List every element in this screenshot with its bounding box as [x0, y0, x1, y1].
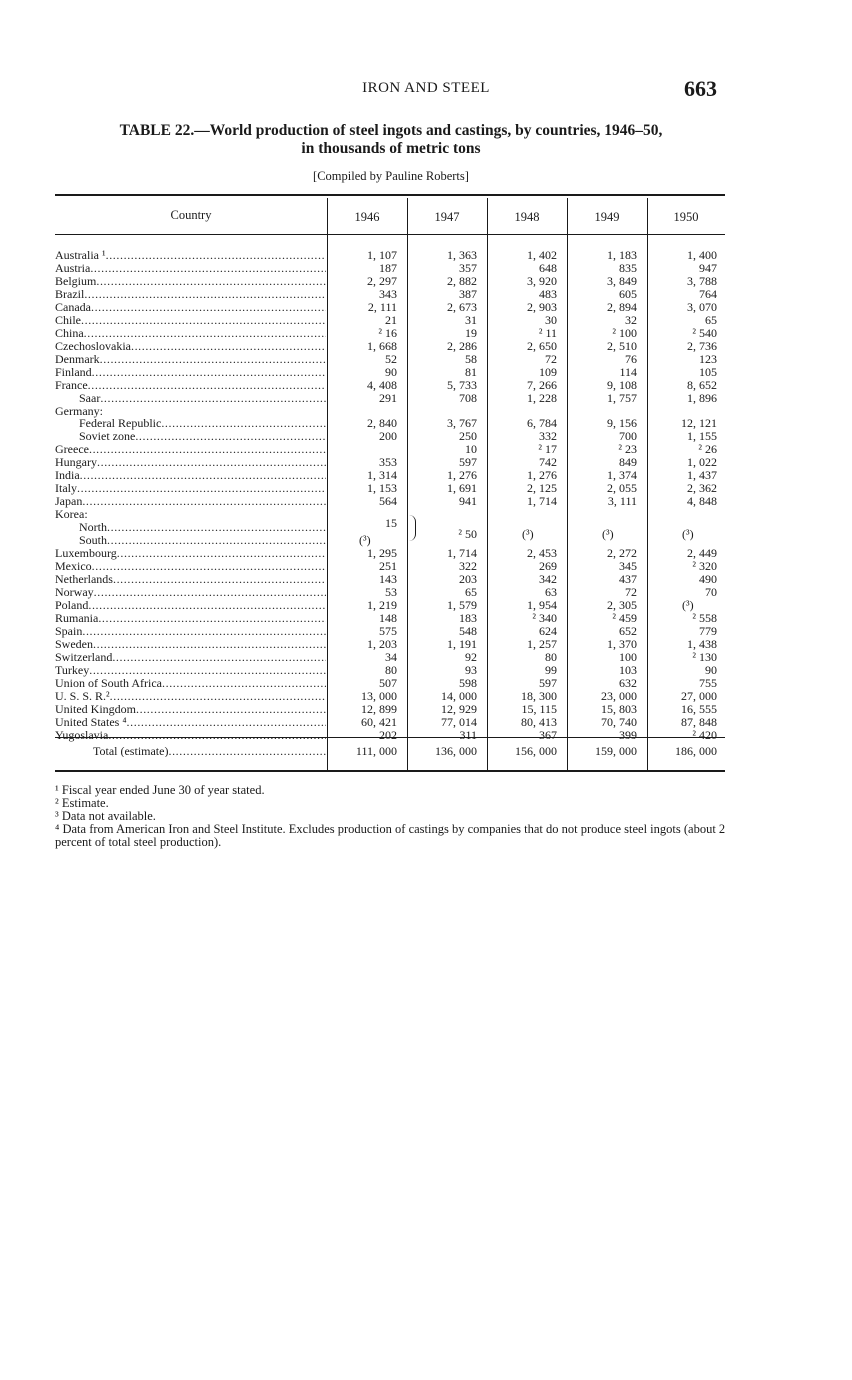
country-name: Italy .....: [55, 482, 326, 495]
value-cell: 5, 733: [447, 377, 477, 392]
value-cell: 597: [539, 675, 557, 690]
value-cell: 575: [379, 623, 397, 638]
value-cell: ² 16: [378, 325, 397, 340]
value-cell: 2, 840: [367, 416, 397, 431]
value-cell: 81: [465, 364, 477, 379]
page-header: [0, 78, 852, 104]
value-cell: 183: [459, 610, 477, 625]
country-name: Hungary .....: [55, 456, 326, 469]
value-cell: 30: [545, 312, 557, 327]
value-cell: 624: [539, 623, 557, 638]
value-cell: 742: [539, 455, 557, 470]
compiled-by: [Compiled by Pauline Roberts]: [313, 169, 469, 183]
col-header-1946: 1946: [354, 210, 380, 224]
value-cell: 80: [385, 662, 397, 677]
value-cell: 251: [379, 559, 397, 574]
country-name: Rumania .....: [55, 612, 326, 625]
value-cell: 947: [699, 260, 717, 275]
value-cell: 9, 108: [607, 377, 637, 392]
value-cell: 1, 579: [447, 597, 477, 612]
value-cell: 1, 954: [527, 597, 557, 612]
value-cell: ² 26: [698, 442, 717, 457]
value-cell: 2, 453: [527, 546, 557, 561]
value-cell: 1, 374: [607, 468, 637, 483]
value-cell: 291: [379, 390, 397, 405]
value-cell: (³): [359, 533, 371, 548]
page-number: 663: [684, 76, 717, 101]
value-cell: 15, 803: [601, 701, 637, 716]
value-cell: 103: [619, 662, 637, 677]
value-cell: 399: [619, 727, 637, 742]
value-cell: 143: [379, 572, 397, 586]
value-cell: 332: [539, 429, 557, 444]
country-name: Czechoslovakia .....: [55, 340, 326, 353]
table-row: [55, 340, 725, 353]
value-cell: 2, 055: [607, 481, 637, 496]
table-row: [55, 612, 725, 625]
value-cell: 99: [545, 662, 557, 677]
value-cell: 1, 276: [447, 468, 477, 483]
value-cell: 100: [619, 649, 637, 664]
value-cell: ² 130: [692, 649, 717, 664]
value-cell: 109: [539, 364, 557, 379]
value-cell: 2, 449: [687, 546, 717, 561]
total-1950: 186, 000: [675, 744, 717, 758]
value-cell: 27, 000: [681, 688, 717, 703]
table-row: [55, 366, 725, 379]
value-cell: 23, 000: [601, 688, 637, 703]
value-cell: 90: [705, 662, 717, 677]
value-cell: 10: [465, 442, 477, 457]
value-cell: 708: [459, 390, 477, 405]
value-cell: 1, 107: [367, 248, 397, 262]
value-cell: 12, 899: [361, 701, 397, 716]
value-cell: 1, 402: [527, 248, 557, 262]
country-name: U. S. S. R.² .....: [55, 690, 326, 703]
value-cell: 15: [385, 516, 397, 531]
value-cell: 3, 849: [607, 273, 637, 288]
value-cell: (³): [682, 597, 694, 612]
country-name: Finland .....: [55, 366, 326, 379]
country-name: Switzerland .....: [55, 651, 326, 664]
col-header-1950: 1950: [673, 210, 699, 224]
value-cell: 597: [459, 455, 477, 470]
footnote-3: ³ Data not available.: [55, 809, 156, 823]
value-cell: 1, 438: [687, 636, 717, 651]
value-cell: 2, 882: [447, 273, 477, 288]
value-cell: 14, 000: [441, 688, 477, 703]
country-name: Luxembourg .....: [55, 547, 326, 560]
value-cell: 70: [705, 584, 717, 599]
value-cell: 3, 070: [687, 299, 717, 314]
value-cell: 3, 111: [607, 494, 637, 509]
value-cell: 32: [625, 312, 637, 327]
value-cell: 9, 156: [607, 416, 637, 431]
value-cell: 483: [539, 286, 557, 301]
value-cell: 93: [465, 662, 477, 677]
country-name: Poland .....: [55, 599, 326, 612]
value-cell: 2, 650: [527, 338, 557, 353]
country-name: France .....: [55, 379, 326, 392]
value-cell: ² 100: [612, 325, 637, 340]
value-cell: 1, 757: [607, 390, 637, 405]
table-row: [55, 301, 725, 314]
value-cell: 72: [625, 584, 637, 599]
value-cell: 1, 219: [367, 597, 397, 612]
value-cell: 1, 022: [687, 455, 717, 470]
value-cell: 1, 714: [527, 494, 557, 509]
country-name: Spain .....: [55, 625, 326, 638]
value-cell: 6, 784: [527, 416, 557, 431]
value-cell: 187: [379, 260, 397, 275]
value-cell: 548: [459, 623, 477, 638]
value-cell: ² 320: [692, 559, 717, 574]
country-name: Denmark .....: [55, 353, 326, 366]
table-row: [55, 599, 725, 612]
col-header-1949: 1949: [594, 210, 620, 224]
value-cell: 345: [619, 559, 637, 574]
value-cell: ² 340: [532, 610, 557, 625]
value-cell: ² 459: [612, 610, 637, 625]
country-name: United States ⁴ .....: [55, 716, 326, 729]
value-cell: 72: [545, 351, 557, 366]
value-cell: 1, 363: [447, 248, 477, 262]
value-cell: 2, 736: [687, 338, 717, 353]
value-cell: 343: [379, 286, 397, 301]
col-header-1948: 1948: [514, 210, 540, 224]
value-cell: 2, 286: [447, 338, 477, 353]
value-cell: 941: [459, 494, 477, 509]
value-cell: 269: [539, 559, 557, 574]
value-cell: 1, 295: [367, 546, 397, 561]
value-cell: 2, 362: [687, 481, 717, 496]
country-name: South .....: [55, 534, 326, 547]
value-cell: ² 50: [458, 527, 477, 542]
table-bottom-rule: [55, 770, 725, 772]
country-name: Korea:: [55, 508, 88, 522]
value-cell: 1, 400: [687, 248, 717, 262]
value-cell: ² 23: [618, 442, 637, 457]
value-cell: 21: [385, 312, 397, 327]
value-cell: 367: [539, 727, 557, 742]
country-name: Chile .....: [55, 314, 326, 327]
value-cell: 564: [379, 494, 397, 509]
table-row: [55, 651, 725, 664]
value-cell: 632: [619, 675, 637, 690]
value-cell: 65: [465, 584, 477, 599]
country-name: Australia ¹ .....: [55, 249, 326, 262]
country-name: Brazil .....: [55, 288, 326, 301]
value-cell: ² 17: [538, 442, 557, 457]
value-cell: 250: [459, 429, 477, 444]
value-cell: 58: [465, 351, 477, 366]
value-cell: 490: [699, 572, 717, 586]
header-rule: [55, 234, 725, 235]
value-cell: 80, 413: [521, 714, 557, 729]
country-name: Netherlands .....: [55, 573, 326, 586]
value-cell: 18, 300: [521, 688, 557, 703]
value-cell: (³): [522, 527, 534, 542]
value-cell: 202: [379, 727, 397, 742]
total-1949: 159, 000: [595, 744, 637, 758]
footnote-1: ¹ Fiscal year ended June 30 of year stated.: [55, 783, 265, 797]
col-header-1947: 1947: [434, 210, 460, 224]
value-cell: 200: [379, 429, 397, 444]
value-cell: 3, 788: [687, 273, 717, 288]
value-cell: ² 558: [692, 610, 717, 625]
table-row: [55, 495, 725, 508]
table-row: [55, 638, 725, 651]
value-cell: 2, 894: [607, 299, 637, 314]
value-cell: 12, 121: [681, 416, 717, 431]
korea-brace: [409, 515, 416, 541]
value-cell: 1, 370: [607, 636, 637, 651]
value-cell: 16, 555: [681, 701, 717, 716]
value-cell: 63: [545, 584, 557, 599]
table-row: [55, 703, 725, 716]
country-name: Turkey .....: [55, 664, 326, 677]
value-cell: 1, 191: [447, 636, 477, 651]
value-cell: 835: [619, 260, 637, 275]
value-cell: 1, 153: [367, 481, 397, 496]
value-cell: 652: [619, 623, 637, 638]
value-cell: 1, 257: [527, 636, 557, 651]
country-name: Soviet zone .....: [55, 430, 326, 443]
value-cell: 2, 903: [527, 299, 557, 314]
total-1946: 111, 000: [355, 744, 397, 758]
value-cell: (³): [602, 527, 614, 542]
value-cell: 2, 297: [367, 273, 397, 288]
country-name: North .....: [55, 521, 326, 534]
value-cell: 1, 228: [527, 390, 557, 405]
col-header-country: Country: [170, 208, 212, 222]
value-cell: 90: [385, 364, 397, 379]
value-cell: ² 11: [538, 325, 557, 340]
value-cell: 353: [379, 455, 397, 470]
value-cell: 1, 714: [447, 546, 477, 561]
value-cell: 15, 115: [521, 701, 557, 716]
country-name: Norway .....: [55, 586, 326, 599]
value-cell: 13, 000: [361, 688, 397, 703]
country-name: Greece .....: [55, 443, 326, 456]
country-name: Mexico .....: [55, 560, 326, 573]
country-name: Austria .....: [55, 262, 326, 275]
total-label: Total (estimate) .....: [93, 744, 326, 757]
value-cell: 65: [705, 312, 717, 327]
table-title-line-2: in thousands of metric tons: [301, 140, 481, 157]
value-cell: 76: [625, 351, 637, 366]
value-cell: 322: [459, 559, 477, 574]
value-cell: 387: [459, 286, 477, 301]
value-cell: 2, 673: [447, 299, 477, 314]
value-cell: 70, 740: [601, 714, 637, 729]
value-cell: 92: [465, 649, 477, 664]
value-cell: 31: [465, 312, 477, 327]
value-cell: 105: [699, 364, 717, 379]
value-cell: 87, 848: [681, 714, 717, 729]
footnote-2: ² Estimate.: [55, 796, 109, 810]
value-cell: 53: [385, 584, 397, 599]
country-name: United Kingdom .....: [55, 703, 326, 716]
value-cell: 342: [539, 572, 557, 586]
value-cell: 1, 183: [607, 248, 637, 262]
country-name: Federal Republic .....: [55, 417, 326, 430]
table-row: [55, 573, 725, 586]
value-cell: 2, 272: [607, 546, 637, 561]
value-cell: 1, 276: [527, 468, 557, 483]
table-row: [55, 353, 725, 366]
table-row: [55, 677, 725, 690]
value-cell: 598: [459, 675, 477, 690]
value-cell: 60, 421: [361, 714, 397, 729]
value-cell: 764: [699, 286, 717, 301]
table-row: [55, 586, 725, 599]
value-cell: 12, 929: [441, 701, 477, 716]
country-name: China .....: [55, 327, 326, 340]
value-cell: 19: [465, 325, 477, 340]
value-cell: 779: [699, 623, 717, 638]
value-cell: 1, 437: [687, 468, 717, 483]
value-cell: 2, 305: [607, 597, 637, 612]
country-name: Saar .....: [55, 392, 326, 405]
value-cell: 755: [699, 675, 717, 690]
country-name: Yugoslavia .....: [55, 729, 326, 742]
value-cell: 52: [385, 351, 397, 366]
value-cell: 77, 014: [441, 714, 477, 729]
value-cell: 700: [619, 429, 637, 444]
value-cell: 2, 111: [367, 299, 397, 314]
country-name: Union of South Africa .....: [55, 677, 326, 690]
value-cell: ² 420: [692, 727, 717, 742]
table-row: [55, 664, 725, 677]
country-name: Germany:: [55, 404, 103, 418]
value-cell: 605: [619, 286, 637, 301]
running-title: IRON AND STEEL: [362, 80, 490, 96]
value-cell: 3, 767: [447, 416, 477, 431]
value-cell: 4, 848: [687, 494, 717, 509]
table-row: [55, 625, 725, 638]
value-cell: 114: [619, 364, 637, 379]
value-cell: 849: [619, 455, 637, 470]
country-name: Belgium .....: [55, 275, 326, 288]
value-cell: 80: [545, 649, 557, 664]
value-cell: ² 540: [692, 325, 717, 340]
value-cell: 3, 920: [527, 273, 557, 288]
value-cell: 311: [459, 727, 477, 742]
value-cell: 1, 896: [687, 390, 717, 405]
table-row: [55, 379, 725, 392]
footnote-4: ⁴ Data from American Iron and Steel Institute. Excludes production of castings by companies that do not produce steel ingots (about 2 percent of total steel production).: [55, 822, 726, 849]
table-row: [55, 275, 725, 288]
value-cell: 1, 203: [367, 636, 397, 651]
value-cell: 34: [385, 649, 397, 664]
value-cell: 1, 668: [367, 338, 397, 353]
table-top-rule: [55, 194, 725, 196]
total-1947: 136, 000: [435, 744, 477, 758]
value-cell: 507: [379, 675, 397, 690]
value-cell: 7, 266: [527, 377, 557, 392]
country-name: Canada .....: [55, 301, 326, 314]
value-cell: 437: [619, 572, 637, 586]
table-title-line-1: TABLE 22.—World production of steel ingots and castings, by countries, 1946–50,: [119, 122, 663, 139]
value-cell: 1, 155: [687, 429, 717, 444]
table-row: [55, 288, 725, 301]
value-cell: 8, 652: [687, 377, 717, 392]
value-cell: 648: [539, 260, 557, 275]
value-cell: 357: [459, 260, 477, 275]
value-cell: 2, 510: [607, 338, 637, 353]
table-caption: [55, 122, 727, 158]
total-1948: 156, 000: [515, 744, 557, 758]
table-row: [55, 690, 725, 703]
table-row: [55, 262, 725, 275]
value-cell: 123: [699, 351, 717, 366]
value-cell: 1, 691: [447, 481, 477, 496]
value-cell: 4, 408: [367, 377, 397, 392]
value-cell: 148: [379, 610, 397, 625]
value-cell: (³): [682, 527, 694, 542]
production-table: [55, 194, 725, 774]
footnotes: [55, 784, 727, 849]
value-cell: 2, 125: [527, 481, 557, 496]
table-row: [55, 392, 725, 405]
table-row: [55, 716, 725, 729]
value-cell: 1, 314: [367, 468, 397, 483]
country-name: India .....: [55, 469, 326, 482]
table-row: [55, 249, 725, 262]
table-row: [55, 314, 725, 327]
country-name: Japan .....: [55, 495, 326, 508]
table-row: [55, 327, 725, 340]
value-cell: 203: [459, 572, 477, 586]
table-row: [55, 729, 725, 742]
country-name: Sweden .....: [55, 638, 326, 651]
